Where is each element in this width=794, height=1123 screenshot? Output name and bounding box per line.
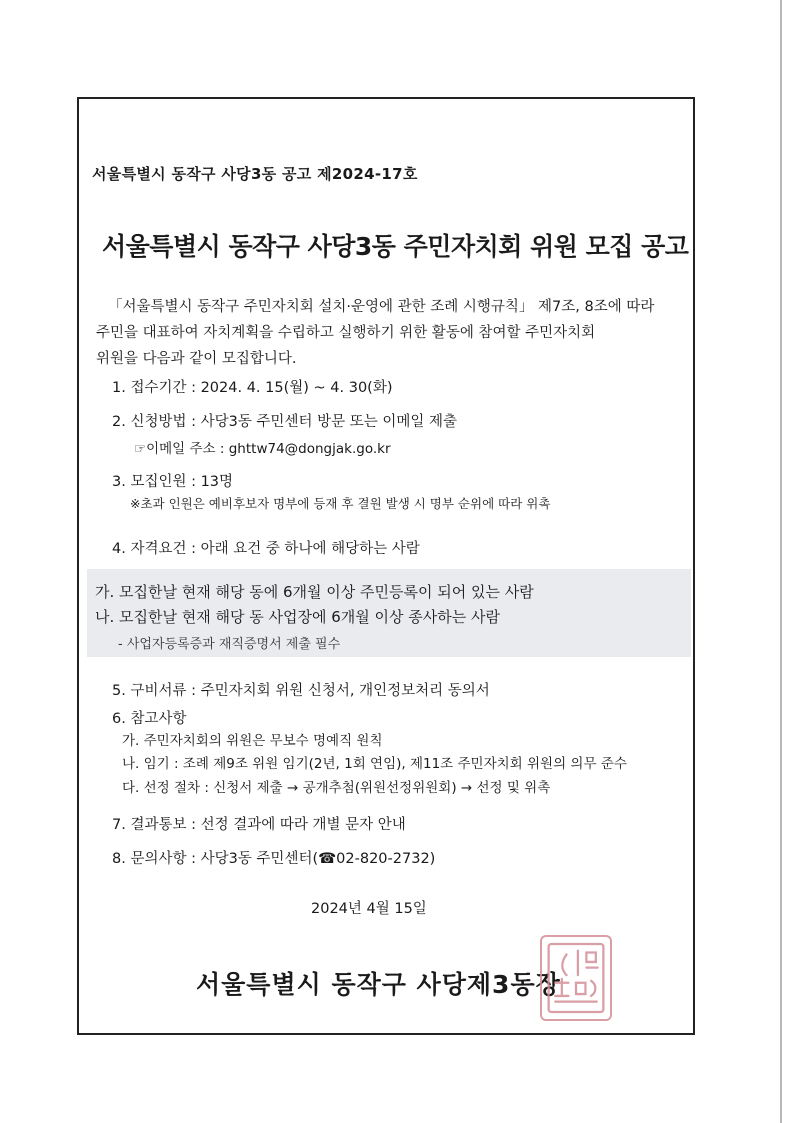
qualification-b-note: - 사업자등록증과 재직증명서 제출 필수 xyxy=(118,637,341,652)
scan-edge-line xyxy=(780,0,782,1123)
item-reference: 6. 참고사항 xyxy=(112,711,187,727)
intro-line-3: 위원을 다음과 같이 모집합니다. xyxy=(96,351,297,367)
item-period: 1. 접수기간 : 2024. 4. 15(월) ~ 4. 30(화) xyxy=(112,380,393,396)
signer-name: 서울특별시 동작구 사당제3동장 xyxy=(196,970,561,999)
item-result: 7. 결과통보 : 선정 결과에 따라 개별 문자 안내 xyxy=(112,817,406,833)
item-contact: 8. 문의사항 : 사당3동 주민센터(☎02-820-2732) xyxy=(112,851,436,867)
notice-date: 2024년 4월 15일 xyxy=(311,901,427,917)
qualification-b: 나. 모집한날 현재 해당 동 사업장에 6개월 이상 종사하는 사람 xyxy=(95,608,500,626)
reference-c: 다. 선정 절차 : 신청서 제출 → 공개추첨(위원선정위원회) → 선정 및 위촉 xyxy=(122,780,551,796)
item-headcount: 3. 모집인원 : 13명 xyxy=(112,474,234,490)
item-method: 2. 신청방법 : 사당3동 주민센터 방문 또는 이메일 제출 xyxy=(112,414,457,430)
item-qualification: 4. 자격요건 : 아래 요건 중 하나에 해당하는 사람 xyxy=(112,541,420,557)
notice-number: 서울특별시 동작구 사당3동 공고 제2024-17호 xyxy=(92,165,418,183)
seal-graphic xyxy=(542,937,610,1019)
item-documents: 5. 구비서류 : 주민자치회 위원 신청서, 개인정보처리 동의서 xyxy=(112,683,490,699)
document-title: 서울특별시 동작구 사당3동 주민자치회 위원 모집 공고 xyxy=(102,232,689,261)
intro-line-1: 「서울특별시 동작구 주민자치회 설치·운영에 관한 조례 시행규칙」 제7조, 8조에 따라 xyxy=(108,299,655,315)
item-email: ☞이메일 주소 : ghttw74@dongjak.go.kr xyxy=(134,441,391,457)
qualification-a: 가. 모집한날 현재 해당 동에 6개월 이상 주민등록이 되어 있는 사람 xyxy=(95,583,534,601)
reference-a: 가. 주민자치회의 위원은 무보수 명예직 원칙 xyxy=(122,733,383,749)
intro-line-2: 주민을 대표하여 자치계획을 수립하고 실행하기 위한 활동에 참여할 주민자치회 xyxy=(96,325,596,341)
headcount-note: ※초과 인원은 예비후보자 명부에 등재 후 결원 발생 시 명부 순위에 따라 위촉 xyxy=(130,496,551,511)
official-seal-icon xyxy=(540,935,612,1021)
reference-b: 나. 임기 : 조례 제9조 위원 임기(2년, 1회 연임), 제11조 주민자치회 위원의 의무 준수 xyxy=(122,756,627,772)
